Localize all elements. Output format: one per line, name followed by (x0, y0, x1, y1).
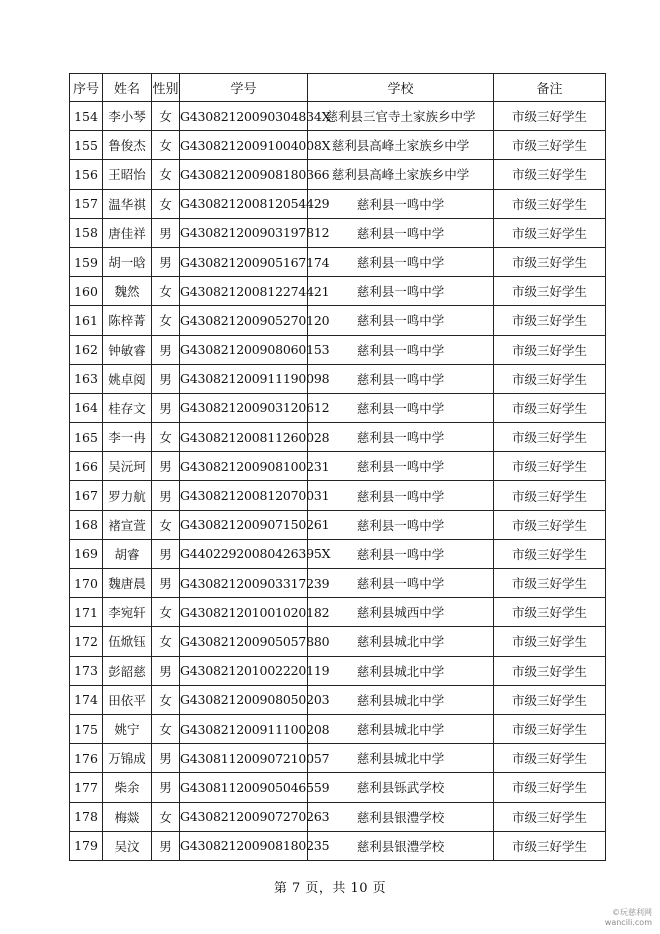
cell-name: 魏然 (103, 277, 152, 306)
table-row (70, 685, 606, 714)
cell-school: 慈利县高峰土家族乡中学 (308, 131, 494, 160)
cell-no: 176 (70, 744, 103, 773)
cell-no: 164 (70, 393, 103, 422)
cell-remark: 市级三好学生 (494, 189, 606, 218)
cell-gender: 女 (152, 510, 180, 539)
cell-school: 慈利县城北中学 (308, 714, 494, 743)
table-row (70, 247, 606, 276)
cell-name: 钟敏睿 (103, 335, 152, 364)
cell-name: 胡一晗 (103, 247, 152, 276)
cell-name: 姚宁 (103, 714, 152, 743)
table-row (70, 744, 606, 773)
cell-student-id: G430811200907210057 (180, 744, 308, 773)
cell-no: 175 (70, 714, 103, 743)
cell-gender: 男 (152, 247, 180, 276)
table-row (70, 831, 606, 860)
cell-student-id: G430821200908060153 (180, 335, 308, 364)
cell-name: 温华祺 (103, 189, 152, 218)
cell-school: 慈利县银澧学校 (308, 802, 494, 831)
cell-student-id: G430821200903197812 (180, 218, 308, 247)
cell-gender: 女 (152, 423, 180, 452)
table-row (70, 131, 606, 160)
cell-gender: 男 (152, 393, 180, 422)
header-student-id: 学号 (180, 74, 308, 102)
table-row (70, 714, 606, 743)
cell-no: 156 (70, 160, 103, 189)
watermark (590, 908, 652, 928)
table-row (70, 393, 606, 422)
cell-remark: 市级三好学生 (494, 685, 606, 714)
cell-remark: 市级三好学生 (494, 131, 606, 160)
table-row (70, 160, 606, 189)
cell-remark: 市级三好学生 (494, 569, 606, 598)
cell-gender: 男 (152, 539, 180, 568)
cell-school: 慈利县一鸣中学 (308, 452, 494, 481)
cell-student-id: G430821200911190098 (180, 364, 308, 393)
cell-school: 慈利县一鸣中学 (308, 569, 494, 598)
cell-remark: 市级三好学生 (494, 364, 606, 393)
student-roster-table (69, 73, 606, 861)
cell-remark: 市级三好学生 (494, 452, 606, 481)
page-number: 第 7 页，共 10 页 (273, 881, 387, 896)
table-row (70, 627, 606, 656)
cell-name: 罗力航 (103, 481, 152, 510)
table-row (70, 189, 606, 218)
cell-gender: 男 (152, 569, 180, 598)
cell-name: 田依平 (103, 685, 152, 714)
table-row (70, 569, 606, 598)
cell-remark: 市级三好学生 (494, 744, 606, 773)
cell-student-id: G430821200812070031 (180, 481, 308, 510)
table-row (70, 306, 606, 335)
cell-school: 慈利县一鸣中学 (308, 539, 494, 568)
cell-remark: 市级三好学生 (494, 247, 606, 276)
cell-name: 柴余 (103, 773, 152, 802)
cell-name: 李一冉 (103, 423, 152, 452)
watermark-line-2: wancili.com (604, 918, 652, 927)
cell-student-id: G430821200911100208 (180, 714, 308, 743)
cell-remark: 市级三好学生 (494, 656, 606, 685)
table-body (70, 102, 606, 861)
cell-name: 陈梓菁 (103, 306, 152, 335)
cell-gender: 男 (152, 364, 180, 393)
cell-student-id: G430821200908180366 (180, 160, 308, 189)
cell-school: 慈利县银澧学校 (308, 831, 494, 860)
cell-no: 159 (70, 247, 103, 276)
cell-student-id: G430821201001020182 (180, 598, 308, 627)
cell-name: 姚卓阅 (103, 364, 152, 393)
cell-school: 慈利县一鸣中学 (308, 277, 494, 306)
table-row (70, 102, 606, 131)
cell-no: 166 (70, 452, 103, 481)
cell-gender: 男 (152, 335, 180, 364)
table-header (70, 74, 606, 102)
cell-gender: 女 (152, 131, 180, 160)
cell-name: 魏唐晨 (103, 569, 152, 598)
cell-school: 慈利县一鸣中学 (308, 393, 494, 422)
cell-remark: 市级三好学生 (494, 510, 606, 539)
table-row (70, 481, 606, 510)
cell-school: 慈利县铄武学校 (308, 773, 494, 802)
cell-no: 157 (70, 189, 103, 218)
cell-remark: 市级三好学生 (494, 335, 606, 364)
watermark-line-1: ©玩慈利网 (612, 908, 652, 917)
cell-no: 162 (70, 335, 103, 364)
cell-remark: 市级三好学生 (494, 714, 606, 743)
cell-school: 慈利县一鸣中学 (308, 306, 494, 335)
cell-student-id: G430821200905270120 (180, 306, 308, 335)
cell-school: 慈利县城北中学 (308, 656, 494, 685)
header-gender: 性别 (152, 74, 180, 102)
cell-no: 168 (70, 510, 103, 539)
cell-gender: 女 (152, 277, 180, 306)
cell-school: 慈利县一鸣中学 (308, 481, 494, 510)
cell-remark: 市级三好学生 (494, 481, 606, 510)
cell-student-id: G430821200907150261 (180, 510, 308, 539)
cell-school: 慈利县城北中学 (308, 744, 494, 773)
table-row (70, 423, 606, 452)
cell-no: 158 (70, 218, 103, 247)
cell-gender: 男 (152, 218, 180, 247)
cell-student-id: G43082120090304834X (180, 102, 308, 131)
cell-no: 179 (70, 831, 103, 860)
cell-name: 桂存文 (103, 393, 152, 422)
table-row (70, 335, 606, 364)
cell-remark: 市级三好学生 (494, 831, 606, 860)
cell-name: 李宛轩 (103, 598, 152, 627)
cell-no: 174 (70, 685, 103, 714)
cell-remark: 市级三好学生 (494, 539, 606, 568)
cell-no: 169 (70, 539, 103, 568)
table-row (70, 452, 606, 481)
table-row (70, 218, 606, 247)
cell-student-id: G430821200908180235 (180, 831, 308, 860)
cell-student-id: G430821200905167174 (180, 247, 308, 276)
cell-remark: 市级三好学生 (494, 802, 606, 831)
cell-gender: 女 (152, 685, 180, 714)
cell-school: 慈利县一鸣中学 (308, 335, 494, 364)
cell-gender: 女 (152, 627, 180, 656)
cell-student-id: G430821201002220119 (180, 656, 308, 685)
cell-remark: 市级三好学生 (494, 218, 606, 247)
cell-name: 伍焮钰 (103, 627, 152, 656)
cell-no: 177 (70, 773, 103, 802)
cell-remark: 市级三好学生 (494, 102, 606, 131)
cell-gender: 男 (152, 831, 180, 860)
cell-student-id: G430821200907270263 (180, 802, 308, 831)
table-row (70, 773, 606, 802)
table-row (70, 539, 606, 568)
cell-no: 161 (70, 306, 103, 335)
cell-student-id: G430821200903317239 (180, 569, 308, 598)
cell-school: 慈利县高峰土家族乡中学 (308, 160, 494, 189)
cell-student-id: G430811200905046559 (180, 773, 308, 802)
cell-no: 155 (70, 131, 103, 160)
cell-gender: 女 (152, 189, 180, 218)
cell-student-id: G430821200903120612 (180, 393, 308, 422)
cell-no: 171 (70, 598, 103, 627)
cell-remark: 市级三好学生 (494, 160, 606, 189)
cell-school: 慈利县城北中学 (308, 685, 494, 714)
cell-gender: 女 (152, 714, 180, 743)
cell-gender: 女 (152, 306, 180, 335)
table-row (70, 364, 606, 393)
cell-name: 褚宣萱 (103, 510, 152, 539)
table-row (70, 277, 606, 306)
cell-student-id: G44022920080426395X (180, 539, 308, 568)
cell-no: 165 (70, 423, 103, 452)
cell-remark: 市级三好学生 (494, 306, 606, 335)
cell-school: 慈利县三官寺土家族乡中学 (308, 102, 494, 131)
cell-gender: 男 (152, 452, 180, 481)
cell-no: 170 (70, 569, 103, 598)
cell-gender: 男 (152, 744, 180, 773)
cell-school: 慈利县一鸣中学 (308, 218, 494, 247)
cell-no: 154 (70, 102, 103, 131)
cell-gender: 男 (152, 656, 180, 685)
cell-gender: 男 (152, 773, 180, 802)
cell-gender: 女 (152, 160, 180, 189)
header-no: 序号 (70, 74, 103, 102)
cell-name: 彭韶慈 (103, 656, 152, 685)
cell-school: 慈利县城西中学 (308, 598, 494, 627)
cell-name: 吴汶 (103, 831, 152, 860)
cell-school: 慈利县一鸣中学 (308, 510, 494, 539)
cell-name: 唐佳祥 (103, 218, 152, 247)
header-school: 学校 (308, 74, 494, 102)
cell-school: 慈利县一鸣中学 (308, 189, 494, 218)
cell-student-id: G430821200812054429 (180, 189, 308, 218)
header-name: 姓名 (103, 74, 152, 102)
cell-remark: 市级三好学生 (494, 627, 606, 656)
table-row (70, 802, 606, 831)
cell-school: 慈利县一鸣中学 (308, 423, 494, 452)
cell-student-id: G43082120091004008X (180, 131, 308, 160)
header-row (70, 74, 606, 102)
cell-name: 胡睿 (103, 539, 152, 568)
cell-school: 慈利县城北中学 (308, 627, 494, 656)
cell-school: 慈利县一鸣中学 (308, 364, 494, 393)
cell-student-id: G430821200812274421 (180, 277, 308, 306)
cell-gender: 女 (152, 102, 180, 131)
cell-gender: 女 (152, 802, 180, 831)
cell-remark: 市级三好学生 (494, 393, 606, 422)
cell-school: 慈利县一鸣中学 (308, 247, 494, 276)
table-row (70, 656, 606, 685)
cell-gender: 女 (152, 598, 180, 627)
cell-name: 王昭怡 (103, 160, 152, 189)
cell-no: 160 (70, 277, 103, 306)
cell-name: 鲁俊杰 (103, 131, 152, 160)
header-remark: 备注 (494, 74, 606, 102)
cell-no: 163 (70, 364, 103, 393)
cell-no: 172 (70, 627, 103, 656)
cell-gender: 男 (152, 481, 180, 510)
cell-student-id: G430821200908100231 (180, 452, 308, 481)
table-row (70, 510, 606, 539)
cell-remark: 市级三好学生 (494, 277, 606, 306)
cell-student-id: G430821200811260028 (180, 423, 308, 452)
cell-name: 梅燚 (103, 802, 152, 831)
cell-remark: 市级三好学生 (494, 773, 606, 802)
cell-no: 167 (70, 481, 103, 510)
cell-name: 万锦成 (103, 744, 152, 773)
cell-name: 吴沅珂 (103, 452, 152, 481)
cell-no: 178 (70, 802, 103, 831)
cell-student-id: G430821200905057880 (180, 627, 308, 656)
cell-no: 173 (70, 656, 103, 685)
table-row (70, 598, 606, 627)
cell-student-id: G430821200908050203 (180, 685, 308, 714)
cell-remark: 市级三好学生 (494, 598, 606, 627)
cell-name: 李小琴 (103, 102, 152, 131)
cell-remark: 市级三好学生 (494, 423, 606, 452)
